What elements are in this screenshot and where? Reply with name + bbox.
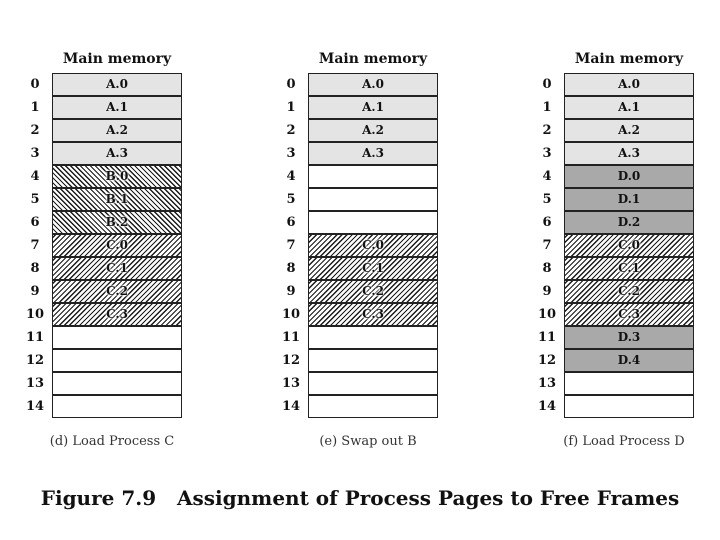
- frame-number: 5: [30, 192, 40, 207]
- memory-frame-row: [282, 257, 442, 280]
- page-label: A.2: [106, 123, 128, 137]
- page-label: D.2: [617, 215, 641, 229]
- memory-frame: [308, 326, 438, 349]
- page-label: C.1: [618, 261, 640, 275]
- memory-frame-row: [26, 395, 186, 418]
- frame-number: 12: [281, 353, 301, 368]
- frame-number: 9: [286, 284, 296, 299]
- frame-number: 11: [537, 330, 557, 345]
- frame-number: 3: [542, 146, 552, 161]
- page-label: A.1: [362, 100, 384, 114]
- frame-number: 13: [25, 376, 45, 391]
- frame-number: 12: [25, 353, 45, 368]
- memory-frame-row: [282, 303, 442, 326]
- page-label: A.3: [106, 146, 128, 160]
- memory-frame: [564, 349, 694, 372]
- panel-caption-d: (d) Load Process C: [49, 434, 175, 449]
- memory-frame: [52, 349, 182, 372]
- memory-frame-row: [538, 234, 698, 257]
- memory-frame: [52, 257, 182, 280]
- frame-number: 6: [542, 215, 552, 230]
- frame-number: 5: [542, 192, 552, 207]
- memory-frame-row: [538, 257, 698, 280]
- memory-frame-row: [538, 280, 698, 303]
- memory-frame: [52, 96, 182, 119]
- memory-frame: [564, 280, 694, 303]
- page-label: B.2: [105, 215, 129, 229]
- frame-number: 11: [281, 330, 301, 345]
- memory-frame-row: [282, 188, 442, 211]
- memory-frame: [308, 73, 438, 96]
- memory-frame: [564, 234, 694, 257]
- frame-number: 14: [281, 399, 301, 414]
- frame-number: 10: [537, 307, 557, 322]
- frame-number: 13: [537, 376, 557, 391]
- frame-number: 13: [281, 376, 301, 391]
- memory-frame-row: [26, 280, 186, 303]
- memory-frame: [564, 395, 694, 418]
- memory-frame: [564, 96, 694, 119]
- page-label: A.3: [618, 146, 640, 160]
- memory-frame-row: [538, 73, 698, 96]
- frame-number: 14: [25, 399, 45, 414]
- memory-frame-row: [26, 234, 186, 257]
- frame-number: 7: [542, 238, 552, 253]
- frame-number: 0: [542, 77, 552, 92]
- memory-frame-row: [26, 257, 186, 280]
- memory-frame: [564, 119, 694, 142]
- page-label: A.0: [106, 77, 128, 91]
- memory-frame-row: [282, 326, 442, 349]
- page-label: A.3: [362, 146, 384, 160]
- page-label: D.3: [617, 330, 641, 344]
- page-label: D.1: [617, 192, 641, 206]
- memory-frame: [308, 280, 438, 303]
- memory-frame-row: [282, 395, 442, 418]
- memory-frame: [564, 188, 694, 211]
- frame-number: 3: [30, 146, 40, 161]
- memory-frame: [564, 211, 694, 234]
- memory-frame: [308, 96, 438, 119]
- memory-frame: [564, 257, 694, 280]
- memory-frame: [52, 372, 182, 395]
- memory-frame-row: [538, 349, 698, 372]
- memory-frame: [308, 211, 438, 234]
- frame-number: 0: [286, 77, 296, 92]
- memory-frame: [52, 395, 182, 418]
- memory-frame-row: [282, 280, 442, 303]
- memory-frame: [52, 326, 182, 349]
- page-label: C.0: [106, 238, 128, 252]
- page-label: C.1: [106, 261, 128, 275]
- page-label: A.1: [618, 100, 640, 114]
- memory-frame: [52, 119, 182, 142]
- memory-frame: [564, 165, 694, 188]
- frame-number: 1: [286, 100, 296, 115]
- frame-number: 4: [286, 169, 296, 184]
- memory-frame: [564, 372, 694, 395]
- frame-number: 6: [286, 215, 296, 230]
- memory-frame: [308, 165, 438, 188]
- memory-frame-row: [538, 96, 698, 119]
- memory-frame-row: [538, 165, 698, 188]
- memory-frame: [564, 326, 694, 349]
- memory-frame-row: [26, 211, 186, 234]
- memory-frame: [564, 142, 694, 165]
- frame-number: 10: [281, 307, 301, 322]
- page-label: A.1: [106, 100, 128, 114]
- memory-frame: [308, 349, 438, 372]
- figure-caption: Figure 7.9 Assignment of Process Pages to Free Frames: [40, 486, 680, 510]
- memory-frame: [52, 188, 182, 211]
- frame-number: 0: [30, 77, 40, 92]
- memory-frame-row: [538, 326, 698, 349]
- memory-frame-row: [538, 211, 698, 234]
- frame-number: 5: [286, 192, 296, 207]
- memory-frame: [308, 142, 438, 165]
- memory-frame: [308, 119, 438, 142]
- frame-number: 1: [30, 100, 40, 115]
- memory-frame-row: [26, 372, 186, 395]
- memory-frame: [564, 303, 694, 326]
- page-label: C.2: [618, 284, 640, 298]
- page-label: D.4: [617, 353, 641, 367]
- page-label: C.0: [618, 238, 640, 252]
- frame-number: 4: [542, 169, 552, 184]
- memory-frame-row: [538, 372, 698, 395]
- page-label: A.0: [362, 77, 384, 91]
- page-label: A.2: [362, 123, 384, 137]
- page-label: C.2: [362, 284, 384, 298]
- memory-frame-row: [26, 165, 186, 188]
- memory-frame-row: [282, 372, 442, 395]
- memory-frame: [52, 142, 182, 165]
- page-label: B.0: [105, 169, 129, 183]
- memory-frame: [308, 234, 438, 257]
- frame-number: 4: [30, 169, 40, 184]
- memory-frame: [52, 73, 182, 96]
- memory-frame-row: [538, 188, 698, 211]
- memory-frame-row: [26, 142, 186, 165]
- frame-number: 3: [286, 146, 296, 161]
- page-label: B.1: [105, 192, 129, 206]
- panel-title: Main memory: [574, 51, 684, 67]
- memory-frame-row: [538, 303, 698, 326]
- memory-frame: [308, 303, 438, 326]
- page-label: D.0: [617, 169, 641, 183]
- frame-number: 2: [542, 123, 552, 138]
- memory-frame-row: [538, 119, 698, 142]
- memory-frame-row: [282, 96, 442, 119]
- page-label: C.0: [362, 238, 384, 252]
- panel-caption-f: (f) Load Process D: [563, 434, 685, 449]
- memory-frame-row: [26, 96, 186, 119]
- page-label: C.2: [106, 284, 128, 298]
- memory-frame: [308, 372, 438, 395]
- page-label: C.3: [618, 307, 640, 321]
- frame-number: 1: [542, 100, 552, 115]
- frame-number: 9: [542, 284, 552, 299]
- memory-frame: [564, 73, 694, 96]
- frame-number: 10: [25, 307, 45, 322]
- panel-title: Main memory: [318, 51, 428, 67]
- memory-frame-row: [26, 349, 186, 372]
- frame-number: 14: [537, 399, 557, 414]
- memory-frame: [308, 257, 438, 280]
- frame-number: 7: [286, 238, 296, 253]
- frame-number: 2: [30, 123, 40, 138]
- page-label: C.3: [106, 307, 128, 321]
- memory-frame: [52, 234, 182, 257]
- memory-frame-row: [282, 234, 442, 257]
- memory-frame-row: [26, 326, 186, 349]
- frame-number: 8: [542, 261, 552, 276]
- panel-title: Main memory: [62, 51, 172, 67]
- memory-frame-row: [538, 142, 698, 165]
- frame-number: 12: [537, 353, 557, 368]
- frame-number: 11: [25, 330, 45, 345]
- memory-frame-row: [282, 349, 442, 372]
- memory-frame-row: [282, 119, 442, 142]
- memory-frame: [52, 280, 182, 303]
- memory-frame-row: [282, 142, 442, 165]
- page-label: A.2: [618, 123, 640, 137]
- memory-frame: [52, 211, 182, 234]
- memory-frame: [308, 188, 438, 211]
- memory-frame: [52, 165, 182, 188]
- page-label: C.1: [362, 261, 384, 275]
- frame-number: 6: [30, 215, 40, 230]
- memory-frame-row: [282, 73, 442, 96]
- memory-frame-row: [26, 188, 186, 211]
- memory-frame-row: [26, 119, 186, 142]
- memory-frame-row: [26, 73, 186, 96]
- frame-number: 8: [30, 261, 40, 276]
- memory-frame-row: [282, 165, 442, 188]
- page-label: C.3: [362, 307, 384, 321]
- memory-frame-row: [538, 395, 698, 418]
- memory-frame-row: [26, 303, 186, 326]
- frame-number: 8: [286, 261, 296, 276]
- frame-number: 7: [30, 238, 40, 253]
- panel-caption-e: (e) Swap out B: [319, 434, 417, 449]
- frame-number: 2: [286, 123, 296, 138]
- memory-frame: [308, 395, 438, 418]
- frame-number: 9: [30, 284, 40, 299]
- memory-frame-row: [282, 211, 442, 234]
- page-label: A.0: [618, 77, 640, 91]
- memory-frame: [52, 303, 182, 326]
